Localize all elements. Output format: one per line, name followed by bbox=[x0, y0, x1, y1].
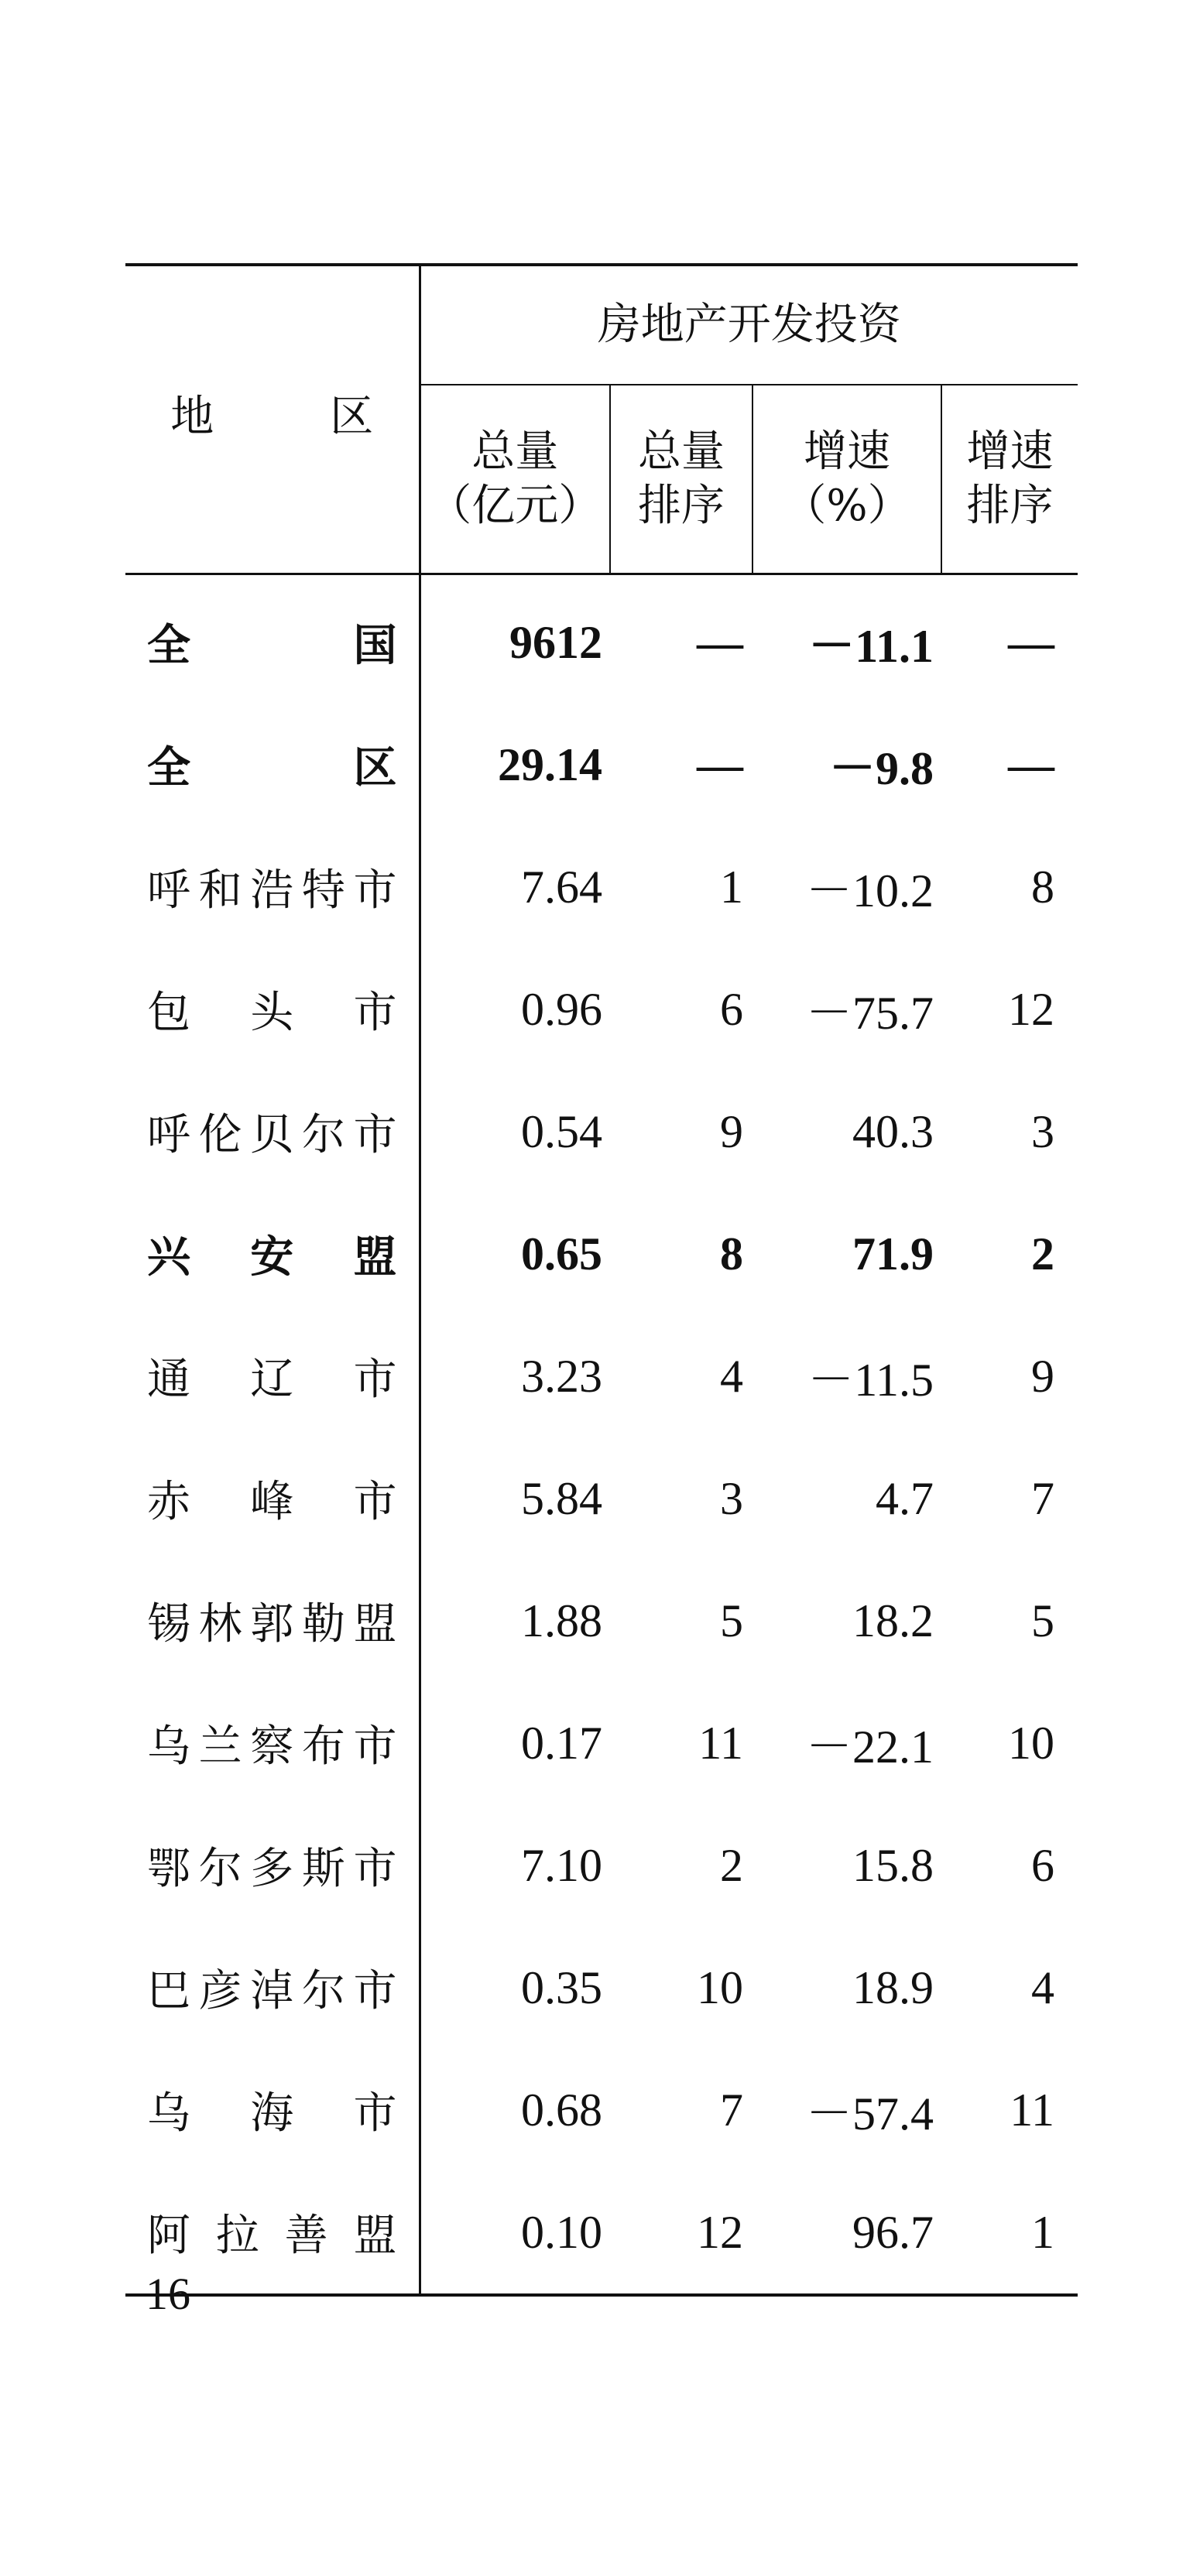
total-cell: 0.54 bbox=[521, 1105, 602, 1157]
table-row bbox=[125, 1070, 1078, 1193]
page-number: 16 bbox=[146, 2269, 190, 2319]
region-cell: 鄂尔多斯市 bbox=[125, 1804, 420, 1927]
region-cell: 巴彦淖尔市 bbox=[125, 1927, 420, 2049]
region-cell: 呼和浩特市 bbox=[125, 826, 420, 948]
region-cell: 乌兰察布市 bbox=[125, 1682, 420, 1804]
growth-cell: －22.1 bbox=[806, 1721, 934, 1773]
total-cell: 29.14 bbox=[498, 738, 602, 790]
total-rank-cell: 12 bbox=[610, 2171, 752, 2295]
header-line: 排序 bbox=[966, 481, 1054, 531]
total-cell: 9612 bbox=[509, 616, 602, 668]
header-line: （亿元） bbox=[428, 481, 602, 531]
table-row bbox=[125, 574, 1078, 704]
growth-rank-cell: 11 bbox=[1010, 2084, 1054, 2136]
total-rank-cell: 2 bbox=[720, 1839, 743, 1891]
growth-rank-column-header bbox=[941, 385, 1078, 574]
total-rank-cell: — bbox=[697, 616, 743, 668]
growth-rank-cell: — bbox=[1008, 738, 1054, 790]
table-row bbox=[125, 1927, 1078, 2049]
total-cell: 3.23 bbox=[521, 1350, 602, 1402]
table-row bbox=[125, 1560, 1078, 1682]
region-cell: 兴安盟 bbox=[125, 1193, 420, 1315]
growth-cell: 4.7 bbox=[876, 1472, 934, 1524]
growth-cell: －57.4 bbox=[806, 2088, 934, 2139]
growth-rank-cell: 5 bbox=[1031, 1595, 1054, 1646]
total-cell: 0.68 bbox=[521, 2084, 602, 2136]
region-cell: 锡林郭勒盟 bbox=[125, 1560, 420, 1682]
table-row bbox=[125, 1804, 1078, 1927]
growth-cell: －75.7 bbox=[806, 988, 934, 1039]
total-cell: 7.64 bbox=[521, 861, 602, 913]
total-rank-column-header bbox=[610, 385, 752, 574]
table-row bbox=[125, 1682, 1078, 1804]
header-line: 排序 bbox=[638, 481, 725, 531]
total-cell: 0.10 bbox=[420, 2171, 610, 2295]
header-line: 总量 bbox=[471, 426, 559, 477]
growth-cell: 71.9 bbox=[852, 1228, 934, 1279]
total-column-header bbox=[420, 385, 610, 574]
region-cell: 呼伦贝尔市 bbox=[125, 1070, 420, 1193]
table-row bbox=[125, 1437, 1078, 1560]
growth-column-header bbox=[752, 385, 941, 574]
region-header-right: 区 bbox=[330, 392, 374, 442]
region-cell: 赤峰市 bbox=[125, 1437, 420, 1560]
region-header-left: 地 bbox=[170, 392, 214, 442]
growth-rank-cell: — bbox=[1008, 616, 1054, 668]
growth-rank-cell: 4 bbox=[1031, 1961, 1054, 2013]
region-cell: 包头市 bbox=[125, 948, 420, 1070]
growth-rank-cell: 10 bbox=[1008, 1717, 1054, 1769]
region-column-header bbox=[125, 265, 420, 574]
growth-rank-cell: 3 bbox=[1031, 1105, 1054, 1157]
total-rank-cell: 8 bbox=[720, 1228, 743, 1279]
table-row bbox=[125, 704, 1078, 826]
growth-cell: －9.8 bbox=[829, 743, 934, 794]
total-cell: 0.65 bbox=[521, 1228, 602, 1279]
table-row bbox=[125, 1193, 1078, 1315]
region-cell: 通辽市 bbox=[125, 1315, 420, 1437]
total-rank-cell: 10 bbox=[697, 1961, 743, 2013]
growth-cell: －10.2 bbox=[806, 865, 934, 916]
region-cell: 乌海市 bbox=[125, 2049, 420, 2171]
table-row bbox=[125, 1315, 1078, 1437]
header-line: 总量 bbox=[638, 426, 725, 477]
total-cell: 7.10 bbox=[521, 1839, 602, 1891]
region-cell: 阿拉善盟 bbox=[125, 2171, 420, 2295]
total-rank-cell: 6 bbox=[720, 983, 743, 1035]
region-cell: 全国 bbox=[125, 574, 420, 704]
growth-rank-cell: 12 bbox=[1008, 983, 1054, 1035]
growth-cell: 18.2 bbox=[852, 1595, 934, 1646]
growth-cell: 96.7 bbox=[752, 2171, 941, 2295]
total-cell: 1.88 bbox=[521, 1595, 602, 1646]
real-estate-investment-table bbox=[125, 263, 1078, 2297]
total-cell: 0.17 bbox=[521, 1717, 602, 1769]
growth-rank-cell: 2 bbox=[1031, 1228, 1054, 1279]
total-rank-cell: 9 bbox=[720, 1105, 743, 1157]
table-row bbox=[125, 2049, 1078, 2171]
total-rank-cell: — bbox=[697, 738, 743, 790]
total-rank-cell: 3 bbox=[720, 1472, 743, 1524]
total-rank-cell: 7 bbox=[720, 2084, 743, 2136]
growth-rank-cell: 7 bbox=[1031, 1472, 1054, 1524]
header-line: 增速 bbox=[966, 426, 1054, 477]
growth-cell: －11.5 bbox=[807, 1355, 934, 1406]
growth-rank-cell: 1 bbox=[941, 2171, 1078, 2295]
growth-cell: 15.8 bbox=[852, 1839, 934, 1891]
growth-cell: 18.9 bbox=[852, 1961, 934, 2013]
total-rank-cell: 4 bbox=[720, 1350, 743, 1402]
total-cell: 0.35 bbox=[521, 1961, 602, 2013]
total-cell: 0.96 bbox=[521, 983, 602, 1035]
investment-group-header: 房地产开发投资 bbox=[420, 265, 1078, 385]
table-row bbox=[125, 948, 1078, 1070]
growth-rank-cell: 6 bbox=[1031, 1839, 1054, 1891]
table-row bbox=[125, 826, 1078, 948]
growth-cell: －11.1 bbox=[808, 621, 934, 672]
total-cell: 5.84 bbox=[521, 1472, 602, 1524]
table-body bbox=[125, 574, 1078, 2296]
total-rank-cell: 11 bbox=[698, 1717, 743, 1769]
region-cell: 全区 bbox=[125, 704, 420, 826]
total-rank-cell: 1 bbox=[720, 861, 743, 913]
growth-rank-cell: 9 bbox=[1031, 1350, 1054, 1402]
growth-cell: 40.3 bbox=[852, 1105, 934, 1157]
total-rank-cell: 5 bbox=[720, 1595, 743, 1646]
header-line: 增速 bbox=[804, 426, 890, 477]
growth-rank-cell: 8 bbox=[1031, 861, 1054, 913]
header-line: （%） bbox=[783, 481, 911, 531]
table-row bbox=[125, 2171, 1078, 2295]
